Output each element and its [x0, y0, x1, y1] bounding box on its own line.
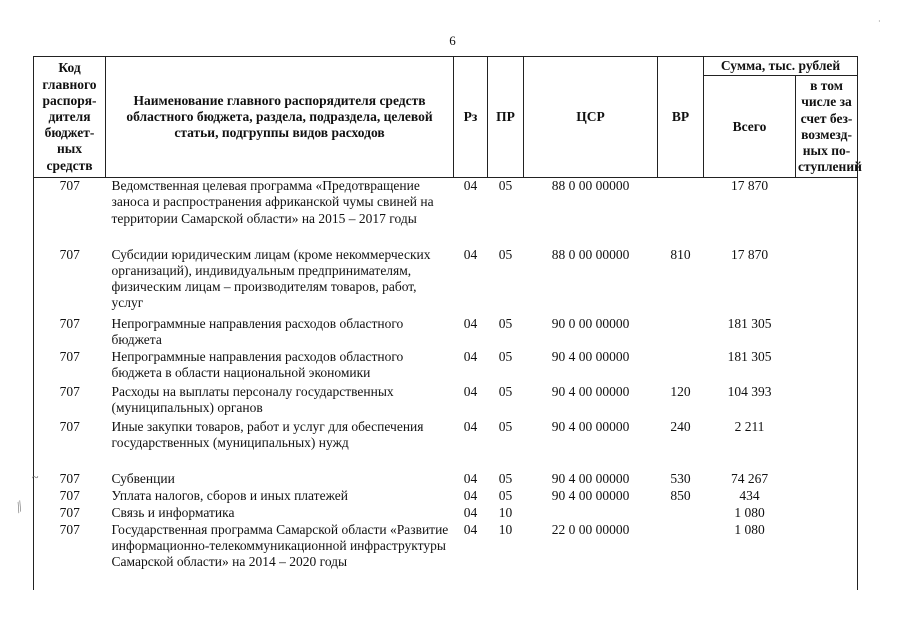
cell-gratuitous	[796, 522, 858, 590]
header-name: Наименование главного распорядителя средств областного бюджета, раздела, подраздела, целевой статьи, подгруппы видов расходов	[106, 57, 454, 178]
cell-pr: 05	[498, 315, 513, 331]
cell-gratuitous	[796, 471, 858, 488]
cell-total: 1 080	[734, 521, 765, 537]
cell-code: 707	[34, 488, 106, 505]
cell-rz: 04	[463, 246, 478, 262]
cell-csr: 90 4 00 00000	[551, 470, 630, 486]
cell-name: Непрограммные направления расходов областного бюджета в области национальной экономики	[111, 348, 404, 380]
header-rz: Рз	[454, 57, 488, 178]
cell-name: Расходы на выплаты персоналу государственных (муниципальных) органов	[111, 383, 394, 415]
cell-name: Субвенции	[111, 470, 175, 486]
cell-pr: 05	[498, 487, 513, 503]
cell-rz: 04	[463, 521, 478, 537]
cell-rz: 04	[463, 487, 478, 503]
table-row	[34, 384, 858, 419]
cell-gratuitous	[796, 419, 858, 471]
header-csr: ЦСР	[524, 57, 658, 178]
cell-rz: 04	[463, 418, 478, 434]
cell-rz: 04	[463, 470, 478, 486]
cell-total: 74 267	[730, 470, 769, 486]
cell-pr: 05	[498, 418, 513, 434]
scan-mark: ⁄⁄	[13, 500, 27, 515]
table-row	[34, 488, 858, 505]
table-row	[34, 505, 858, 522]
cell-code: 707	[34, 247, 106, 316]
cell-code: 707	[34, 316, 106, 349]
cell-total: 434	[739, 487, 760, 503]
cell-csr: 90 4 00 00000	[551, 418, 630, 434]
cell-gratuitous	[796, 247, 858, 316]
cell-code: 707	[34, 505, 106, 522]
cell-name: Субсидии юридическим лицам (кроме некоммерческих организаций), индивидуальным предпринимателям, физическим лицам – производителям товаров, работ, услуг	[111, 246, 431, 311]
cell-csr: 90 0 00 00000	[551, 315, 630, 331]
cell-csr: 90 4 00 00000	[551, 348, 630, 364]
cell-gratuitous	[796, 384, 858, 419]
cell-csr: 88 0 00 00000	[551, 178, 630, 194]
cell-code: 707	[34, 471, 106, 488]
cell-pr: 05	[498, 178, 513, 194]
cell-total: 181 305	[727, 348, 772, 364]
cell-total: 1 080	[734, 504, 765, 520]
cell-pr: 05	[498, 470, 513, 486]
header-code: Код главного распоря-дителя бюджет-ных средств	[34, 57, 106, 178]
cell-code: 707	[34, 419, 106, 471]
cell-pr: 10	[498, 521, 513, 537]
scan-mark: ·	[878, 17, 881, 26]
cell-gratuitous	[796, 505, 858, 522]
cell-csr: 22 0 00 00000	[551, 521, 630, 537]
cell-pr: 05	[498, 246, 513, 262]
cell-code: 707	[34, 384, 106, 419]
header-pr: ПР	[488, 57, 524, 178]
table-row	[34, 349, 858, 384]
cell-gratuitous	[796, 349, 858, 384]
cell-rz: 04	[463, 504, 478, 520]
table-row	[34, 419, 858, 471]
cell-vr	[658, 178, 704, 247]
cell-vr: 240	[670, 418, 691, 434]
page-number: 6	[449, 33, 456, 48]
cell-vr: 530	[670, 470, 691, 486]
cell-name: Государственная программа Самарской области «Развитие информационно-телекоммуникационной инфраструктуры Самарской области» на 2014 – 2020 годы	[111, 521, 449, 570]
table-row	[34, 178, 858, 247]
cell-vr	[658, 349, 704, 384]
table-row	[34, 247, 858, 316]
cell-total: 104 393	[727, 383, 772, 399]
scan-mark: ~	[32, 470, 39, 484]
cell-gratuitous	[796, 316, 858, 349]
cell-vr	[658, 505, 704, 522]
cell-name: Ведомственная целевая программа «Предотвращение заноса и распространения африканской чумы свиней на территории Самарской области» на 2015 – 2017 годы	[111, 178, 434, 226]
cell-name: Уплата налогов, сборов и иных платежей	[111, 487, 348, 503]
cell-pr: 05	[498, 383, 513, 399]
cell-total: 17 870	[730, 246, 769, 262]
cell-total: 2 211	[734, 418, 765, 434]
cell-csr	[524, 505, 658, 522]
cell-pr: 05	[498, 348, 513, 364]
budget-table	[33, 56, 862, 590]
cell-rz: 04	[463, 315, 478, 331]
table-row	[34, 471, 858, 488]
cell-csr: 90 4 00 00000	[551, 383, 630, 399]
cell-csr: 90 4 00 00000	[551, 487, 630, 503]
cell-name: Связь и информатика	[111, 504, 235, 520]
cell-gratuitous	[796, 178, 858, 247]
header-total: Всего	[704, 76, 796, 178]
cell-name: Иные закупки товаров, работ и услуг для обеспечения государственных (муниципальных) нужд	[111, 418, 424, 450]
cell-code: 707	[34, 178, 106, 247]
cell-code: 707	[34, 522, 106, 590]
cell-vr: 120	[670, 383, 691, 399]
cell-rz: 04	[463, 178, 478, 194]
cell-name: Непрограммные направления расходов областного бюджета	[111, 315, 404, 347]
cell-vr: 810	[670, 246, 691, 262]
header-gratuitous: в том числе за счет без-возмезд-ных по-ступлений	[796, 76, 858, 178]
cell-csr: 88 0 00 00000	[551, 246, 630, 262]
cell-gratuitous	[796, 488, 858, 505]
cell-total: 17 870	[730, 178, 769, 194]
table-row	[34, 316, 858, 349]
cell-total: 181 305	[727, 315, 772, 331]
cell-vr	[658, 522, 704, 590]
cell-vr: 850	[670, 487, 691, 503]
cell-pr: 10	[498, 504, 513, 520]
table-row	[34, 522, 858, 590]
cell-rz: 04	[463, 383, 478, 399]
cell-vr	[658, 316, 704, 349]
header-vr: ВР	[658, 57, 704, 178]
cell-code: 707	[34, 349, 106, 384]
header-sum-group: Сумма, тыс. рублей	[704, 57, 858, 76]
cell-rz: 04	[463, 348, 478, 364]
